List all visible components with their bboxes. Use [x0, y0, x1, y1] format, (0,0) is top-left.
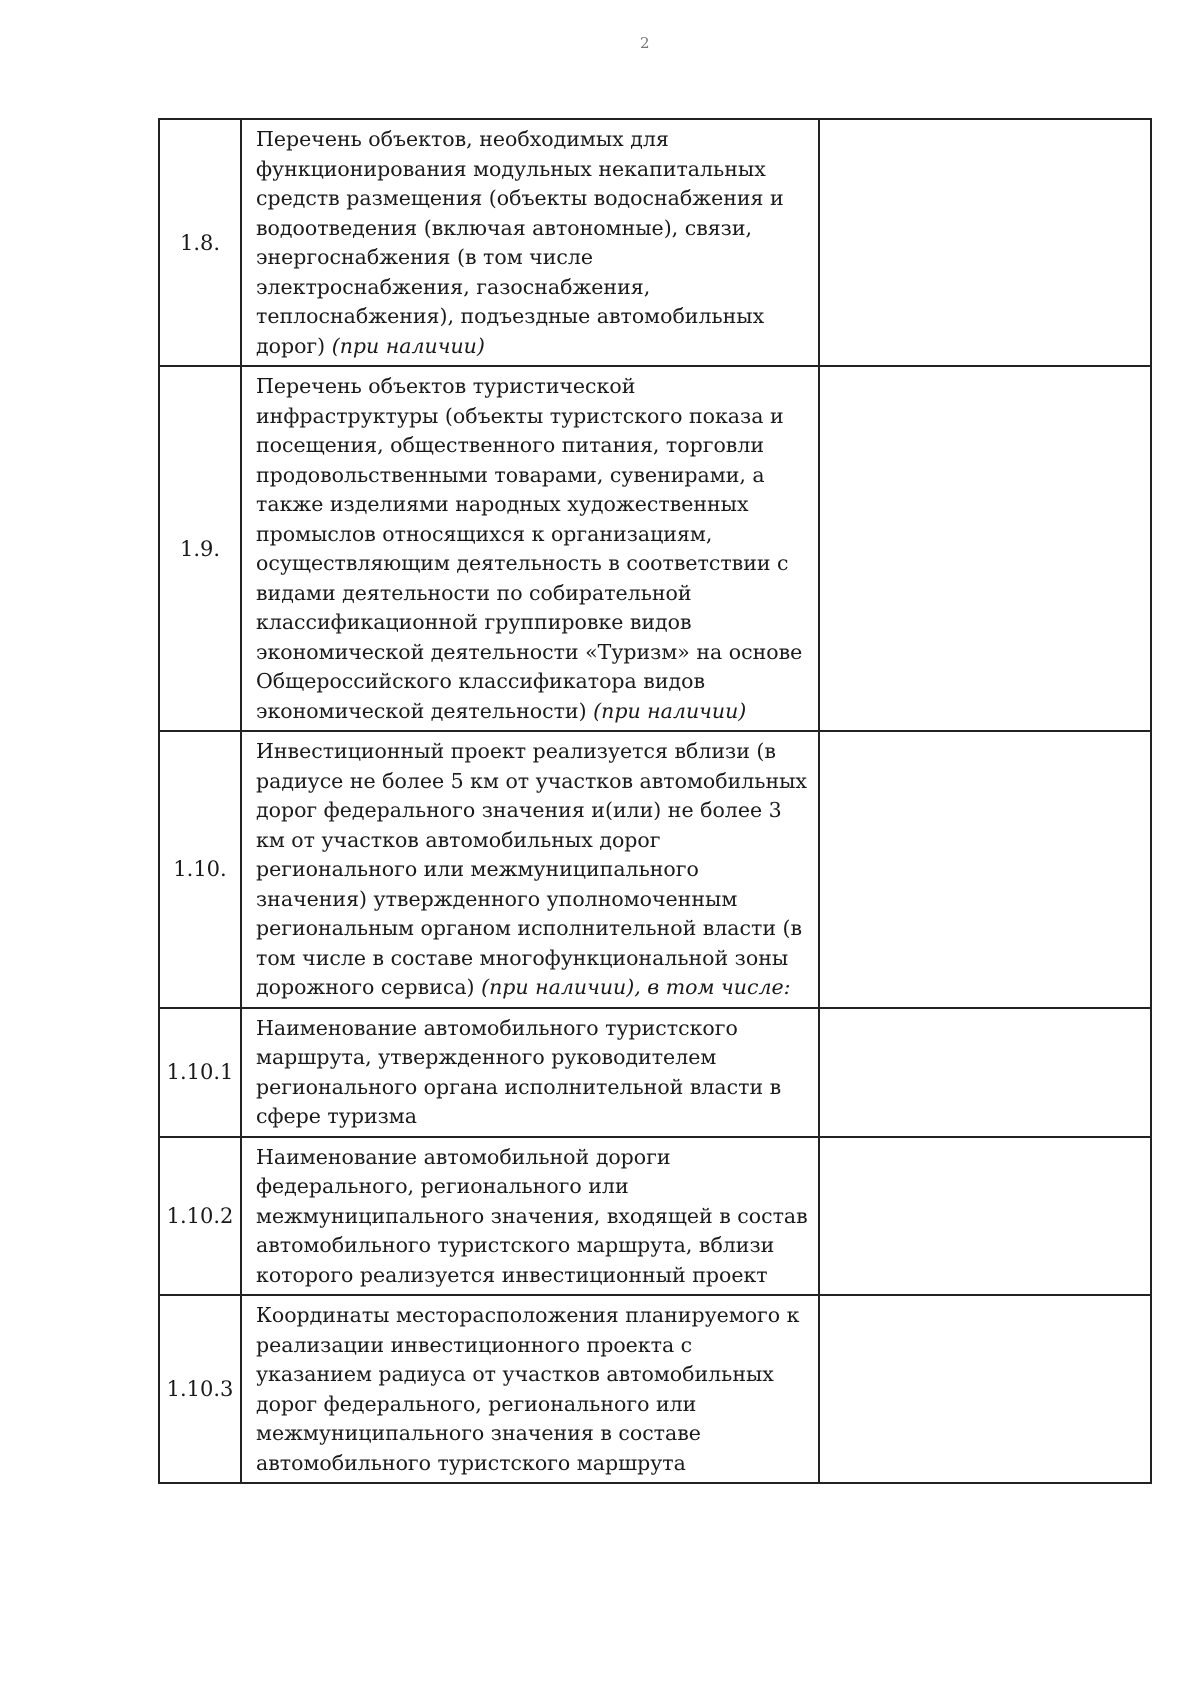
- row-description: [241, 731, 819, 1008]
- table-row: [159, 119, 1151, 366]
- row-text: Координаты месторасположения планируемого к реализации инвестиционного проекта с указанием радиуса от участков автомобильных дорог федерального, регионального или межмуниципального значения в составе автомобильного туристского маршрута: [256, 1303, 800, 1475]
- row-text: Наименование автомобильного туристского маршрута, утвержденного руководителем регионального органа исполнительной власти в сфере туризма: [256, 1015, 782, 1128]
- table-row: [159, 1295, 1151, 1483]
- row-text: Перечень объектов туристической инфраструктуры (объекты туристского показа и посещения, общественного питания, торговли продовольственными товарами, сувенирами, а также изделиями народных художественных промыслов относящихся к организациям, осуществляющим деятельность в соответствии с видами деятельности по собирательной классификационной группировке видов экономической деятельности «Туризм» на основе Общероссийского классификатора видов экономической деятельности): [256, 374, 803, 723]
- page-number: 2: [640, 34, 650, 52]
- row-value-cell[interactable]: [819, 1295, 1151, 1483]
- row-description: [241, 1008, 819, 1137]
- row-number: 1.10.2: [159, 1137, 241, 1296]
- row-number: 1.10.: [159, 731, 241, 1008]
- row-number: 1.9.: [159, 366, 241, 731]
- table-row: [159, 731, 1151, 1008]
- row-value-cell[interactable]: [819, 731, 1151, 1008]
- row-description: [241, 1295, 819, 1483]
- table-row: [159, 1137, 1151, 1296]
- document-table: [158, 118, 1152, 1484]
- row-value-cell[interactable]: [819, 119, 1151, 366]
- table-row: [159, 366, 1151, 731]
- row-description: [241, 1137, 819, 1296]
- table-row: [159, 1008, 1151, 1137]
- row-text: Инвестиционный проект реализуется вблизи (в радиусе не более 5 км от участков автомобильных дорог федерального значения и(или) не более 3 км от участков автомобильных дорог регионального или межмуниципального значения) утвержденного уполномоченным региональным органом исполнительной власти (в том числе в составе многофункциональной зоны дорожного сервиса): [256, 739, 807, 999]
- row-number: 1.10.1: [159, 1008, 241, 1137]
- row-value-cell[interactable]: [819, 1137, 1151, 1296]
- row-number: 1.8.: [159, 119, 241, 366]
- row-number: 1.10.3: [159, 1295, 241, 1483]
- row-text: Наименование автомобильной дороги федерального, регионального или межмуниципального значения, входящей в состав автомобильного туристского маршрута, вблизи которого реализуется инвестиционный проект: [256, 1144, 808, 1287]
- row-note: (при наличии): [593, 698, 747, 723]
- row-note: (при наличии), в том числе:: [481, 975, 791, 999]
- row-description: [241, 119, 819, 366]
- row-description: [241, 366, 819, 731]
- row-value-cell[interactable]: [819, 1008, 1151, 1137]
- row-value-cell[interactable]: [819, 366, 1151, 731]
- row-text: Перечень объектов, необходимых для функционирования модульных некапитальных средств размещения (объекты водоснабжения и водоотведения (включая автономные), связи, энергоснабжения (в том числе электроснабжения, газоснабжения, теплоснабжения), подъездные автомобильных дорог): [256, 127, 784, 358]
- row-note: (при наличии): [331, 333, 485, 358]
